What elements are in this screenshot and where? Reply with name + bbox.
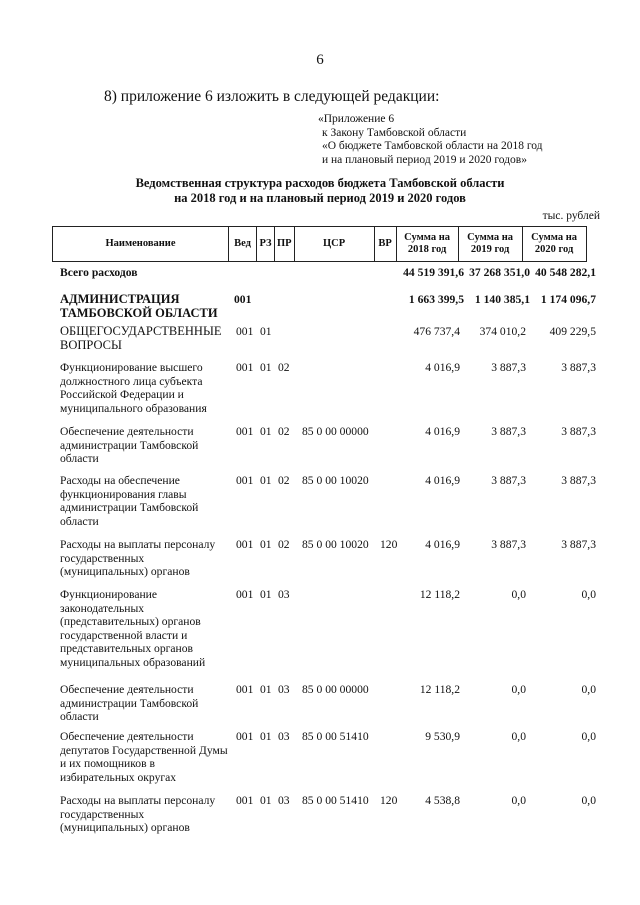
row-sum-2018: 4 016,9 bbox=[425, 474, 460, 487]
row-ved: 001 bbox=[236, 474, 254, 487]
row-sum-2018: 4 016,9 bbox=[425, 425, 460, 438]
row-ved: 001 bbox=[236, 538, 254, 551]
row-sum-2020: 0,0 bbox=[581, 683, 596, 696]
row-sum-2018: 4 538,8 bbox=[425, 794, 460, 807]
annex-line: «О бюджете Тамбовской области на 2018 год bbox=[322, 140, 543, 153]
row-ved: 001 bbox=[236, 794, 254, 807]
row-name: Обеспечение деятельности депутатов Государственной Думы и их помощников в избирательных округах bbox=[60, 730, 228, 784]
row-sum-2020: 0,0 bbox=[581, 588, 596, 601]
row-csr: 85 0 00 00000 bbox=[302, 683, 369, 696]
row-rz: 01 bbox=[260, 730, 272, 743]
row-rz: 01 bbox=[260, 361, 272, 374]
row-sum-2019: 37 268 351,0 bbox=[469, 266, 530, 279]
row-sum-2020: 0,0 bbox=[581, 730, 596, 743]
row-rz: 01 bbox=[260, 794, 272, 807]
row-sum-2019: 3 887,3 bbox=[491, 361, 526, 374]
row-csr: 85 0 00 51410 bbox=[302, 730, 369, 743]
header-pr: ПР bbox=[275, 227, 295, 262]
row-pr: 03 bbox=[278, 683, 290, 696]
row-vr: 120 bbox=[380, 538, 398, 551]
row-rz: 01 bbox=[260, 425, 272, 438]
row-sum-2020: 409 229,5 bbox=[549, 325, 596, 338]
row-sum-2018: 9 530,9 bbox=[425, 730, 460, 743]
row-sum-2018: 1 663 399,5 bbox=[408, 293, 464, 306]
row-sum-2019: 0,0 bbox=[511, 683, 526, 696]
row-rz: 01 bbox=[260, 683, 272, 696]
row-ved: 001 bbox=[236, 361, 254, 374]
row-pr: 03 bbox=[278, 730, 290, 743]
row-rz: 01 bbox=[260, 538, 272, 551]
row-ved: 001 bbox=[236, 588, 254, 601]
row-csr: 85 0 00 51410 bbox=[302, 794, 369, 807]
row-sum-2020: 0,0 bbox=[581, 794, 596, 807]
row-name: АДМИНИСТРАЦИЯ ТАМБОВСКОЙ ОБЛАСТИ bbox=[60, 292, 218, 320]
row-sum-2019: 0,0 bbox=[511, 588, 526, 601]
header-sum-2018: Сумма на 2018 год bbox=[396, 227, 458, 262]
row-sum-2018: 4 016,9 bbox=[425, 538, 460, 551]
row-ved: 001 bbox=[236, 325, 254, 338]
table-header bbox=[52, 226, 587, 262]
header-csr: ЦСР bbox=[294, 227, 374, 262]
row-sum-2020: 3 887,3 bbox=[561, 538, 596, 551]
row-rz: 01 bbox=[260, 474, 272, 487]
header-name: Наименование bbox=[53, 227, 229, 262]
row-name: Функционирование законодательных (представительных) органов государственной власти и представительных органов муниципальных образований bbox=[60, 588, 206, 669]
row-csr: 85 0 00 10020 bbox=[302, 538, 369, 551]
row-vr: 120 bbox=[380, 794, 398, 807]
row-ved: 001 bbox=[236, 730, 254, 743]
row-sum-2020: 3 887,3 bbox=[561, 425, 596, 438]
row-sum-2019: 1 140 385,1 bbox=[474, 293, 530, 306]
row-sum-2020: 3 887,3 bbox=[561, 474, 596, 487]
row-ved: 001 bbox=[236, 425, 254, 438]
row-name: Всего расходов bbox=[60, 266, 138, 279]
row-sum-2019: 3 887,3 bbox=[491, 538, 526, 551]
row-sum-2019: 0,0 bbox=[511, 794, 526, 807]
row-sum-2018: 4 016,9 bbox=[425, 361, 460, 374]
header-sum-2020: Сумма на 2020 год bbox=[522, 227, 586, 262]
row-rz: 01 bbox=[260, 588, 272, 601]
row-ved: 001 bbox=[234, 293, 252, 306]
row-name: Обеспечение деятельности администрации Тамбовской области bbox=[60, 683, 199, 724]
row-pr: 02 bbox=[278, 425, 290, 438]
row-pr: 02 bbox=[278, 538, 290, 551]
row-sum-2020: 3 887,3 bbox=[561, 361, 596, 374]
row-csr: 85 0 00 00000 bbox=[302, 425, 369, 438]
row-name: Расходы на обеспечение функционирования главы администрации Тамбовской области bbox=[60, 474, 199, 528]
row-name: Обеспечение деятельности администрации Тамбовской области bbox=[60, 425, 199, 466]
row-pr: 03 bbox=[278, 794, 290, 807]
row-pr: 02 bbox=[278, 361, 290, 374]
row-csr: 85 0 00 10020 bbox=[302, 474, 369, 487]
row-sum-2020: 40 548 282,1 bbox=[535, 266, 596, 279]
amendment-intro: 8) приложение 6 изложить в следующей редакции: bbox=[104, 88, 440, 105]
row-ved: 001 bbox=[236, 683, 254, 696]
row-sum-2019: 3 887,3 bbox=[491, 425, 526, 438]
row-name: Расходы на выплаты персоналу государственных (муниципальных) органов bbox=[60, 794, 216, 835]
annex-reference bbox=[318, 113, 543, 167]
row-name: Функционирование высшего должностного лица субъекта Российской Федерации и муниципального образования bbox=[60, 361, 207, 415]
header-ved: Вед bbox=[229, 227, 257, 262]
row-name: ОБЩЕГОСУДАРСТВЕННЫЕ ВОПРОСЫ bbox=[60, 324, 222, 352]
annex-line: и на плановый период 2019 и 2020 годов» bbox=[322, 153, 527, 166]
document-title bbox=[0, 176, 640, 206]
header-rz: РЗ bbox=[257, 227, 275, 262]
annex-line: «Приложение 6 bbox=[318, 113, 395, 125]
row-pr: 02 bbox=[278, 474, 290, 487]
row-pr: 03 bbox=[278, 588, 290, 601]
row-sum-2019: 3 887,3 bbox=[491, 474, 526, 487]
header-sum-2019: Сумма на 2019 год bbox=[458, 227, 522, 262]
row-sum-2018: 476 737,4 bbox=[413, 325, 460, 338]
row-sum-2018: 44 519 391,6 bbox=[403, 266, 464, 279]
row-sum-2018: 12 118,2 bbox=[419, 683, 460, 696]
annex-line: к Закону Тамбовской области bbox=[322, 126, 467, 139]
page-number: 6 bbox=[316, 52, 324, 68]
row-name: Расходы на выплаты персоналу государственных (муниципальных) органов bbox=[60, 538, 216, 579]
row-sum-2020: 1 174 096,7 bbox=[540, 293, 596, 306]
header-vr: ВР bbox=[374, 227, 396, 262]
title-line: Ведомственная структура расходов бюджета Тамбовской области bbox=[135, 176, 505, 190]
row-sum-2019: 0,0 bbox=[511, 730, 526, 743]
row-sum-2018: 12 118,2 bbox=[419, 588, 460, 601]
row-rz: 01 bbox=[260, 325, 272, 338]
row-sum-2019: 374 010,2 bbox=[479, 325, 526, 338]
title-line: на 2018 год и на плановый период 2019 и 2020 годов bbox=[174, 191, 466, 205]
units-label: тыс. рублей bbox=[542, 210, 600, 222]
